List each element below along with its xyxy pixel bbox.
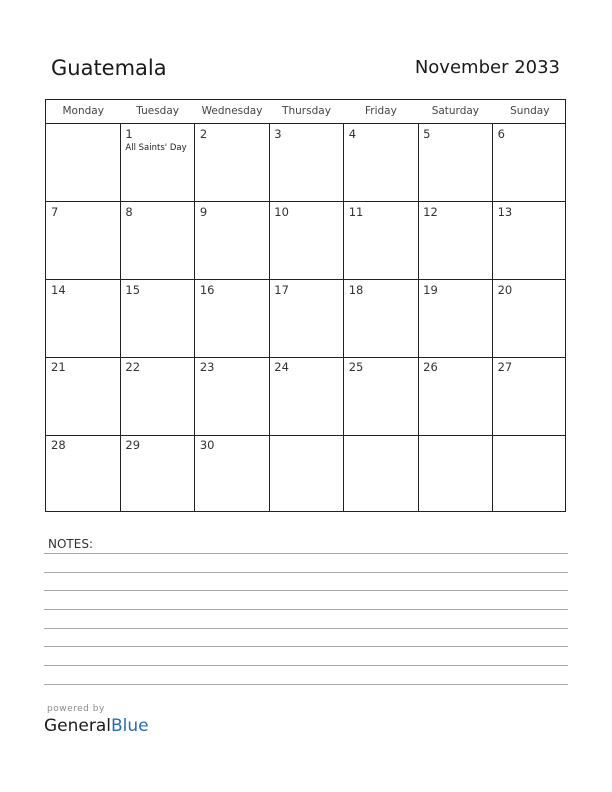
day-cell[interactable] [120,202,194,280]
day-cell[interactable] [120,357,194,435]
brand-logo[interactable] [44,716,149,736]
day-cell[interactable] [344,202,418,280]
day-cell[interactable] [269,280,343,358]
note-line [44,628,568,629]
day-cell[interactable] [46,357,120,435]
calendar-grid [45,99,566,512]
day-cell[interactable] [418,202,492,280]
date-number: 28 [51,438,66,453]
date-number: 14 [51,282,66,297]
day-cell[interactable] [344,280,418,358]
date-number: 26 [423,360,438,375]
day-cell[interactable] [120,435,194,513]
day-cell[interactable] [418,357,492,435]
date-number: 17 [274,282,289,297]
day-cell[interactable] [46,124,120,202]
powered-by-text: powered by [47,704,105,714]
date-number: 19 [423,282,438,297]
page-title-month: November 2033 [414,57,560,78]
holiday-label: All Saints' Day [125,143,187,153]
date-number: 11 [348,204,364,219]
note-line [44,665,568,666]
day-cell[interactable] [46,202,120,280]
day-cell[interactable] [418,435,492,513]
day-cell[interactable] [195,124,269,202]
weekday-thursday: Thursday [282,105,331,117]
day-cell[interactable] [269,124,343,202]
date-number: 6 [497,127,505,141]
date-number: 4 [348,127,357,141]
date-number: 15 [125,282,141,297]
date-number: 2 [199,127,208,141]
date-number: 13 [497,204,513,219]
brand-general: General [44,716,111,736]
weekday-monday: Monday [62,105,104,117]
note-line [44,684,568,685]
date-number: 3 [274,127,282,141]
weekday-header-row [46,100,565,124]
date-number: 24 [274,360,289,375]
date-number: 25 [348,360,364,375]
day-cell[interactable] [418,124,492,202]
notes-label: NOTES: [48,537,93,551]
day-cell[interactable] [493,124,567,202]
weekday-sunday: Sunday [510,105,550,117]
day-cell[interactable] [493,280,567,358]
day-cell[interactable] [195,280,269,358]
date-number: 18 [348,282,364,297]
note-line [44,609,568,610]
brand-blue: Blue [111,716,149,736]
day-cell[interactable] [195,202,269,280]
day-cell[interactable] [269,357,343,435]
date-number: 5 [423,127,431,141]
note-line [44,646,568,647]
day-cell[interactable] [344,435,418,513]
day-cell[interactable] [269,435,343,513]
weekday-wednesday: Wednesday [201,105,263,117]
day-cell[interactable] [120,124,194,202]
note-line [44,590,568,591]
day-cell[interactable] [493,357,567,435]
date-number: 1 [125,127,133,141]
date-number: 20 [497,282,513,297]
date-number: 8 [125,204,133,219]
date-number: 23 [199,360,215,375]
page-title-country: Guatemala [51,56,167,80]
weekday-saturday: Saturday [431,105,480,117]
date-number: 7 [51,204,59,219]
day-cell[interactable] [195,357,269,435]
day-cell[interactable] [46,280,120,358]
date-number: 16 [199,282,215,297]
day-cell[interactable] [195,435,269,513]
date-number: 29 [125,438,141,453]
day-cell[interactable] [344,124,418,202]
date-number: 30 [199,438,215,453]
date-number: 22 [125,360,141,375]
day-cell[interactable] [493,202,567,280]
date-number: 21 [51,360,66,375]
weekday-tuesday: Tuesday [136,105,179,117]
day-cell[interactable] [120,280,194,358]
day-cell[interactable] [418,280,492,358]
day-cell[interactable] [269,202,343,280]
date-number: 12 [423,204,438,219]
date-number: 9 [199,204,208,219]
day-cell[interactable] [493,435,567,513]
day-cell[interactable] [344,357,418,435]
date-number: 27 [497,360,513,375]
note-line [44,553,568,554]
date-number: 10 [274,204,289,219]
day-cell[interactable] [46,435,120,513]
note-line [44,572,568,573]
weekday-friday: Friday [365,105,397,117]
